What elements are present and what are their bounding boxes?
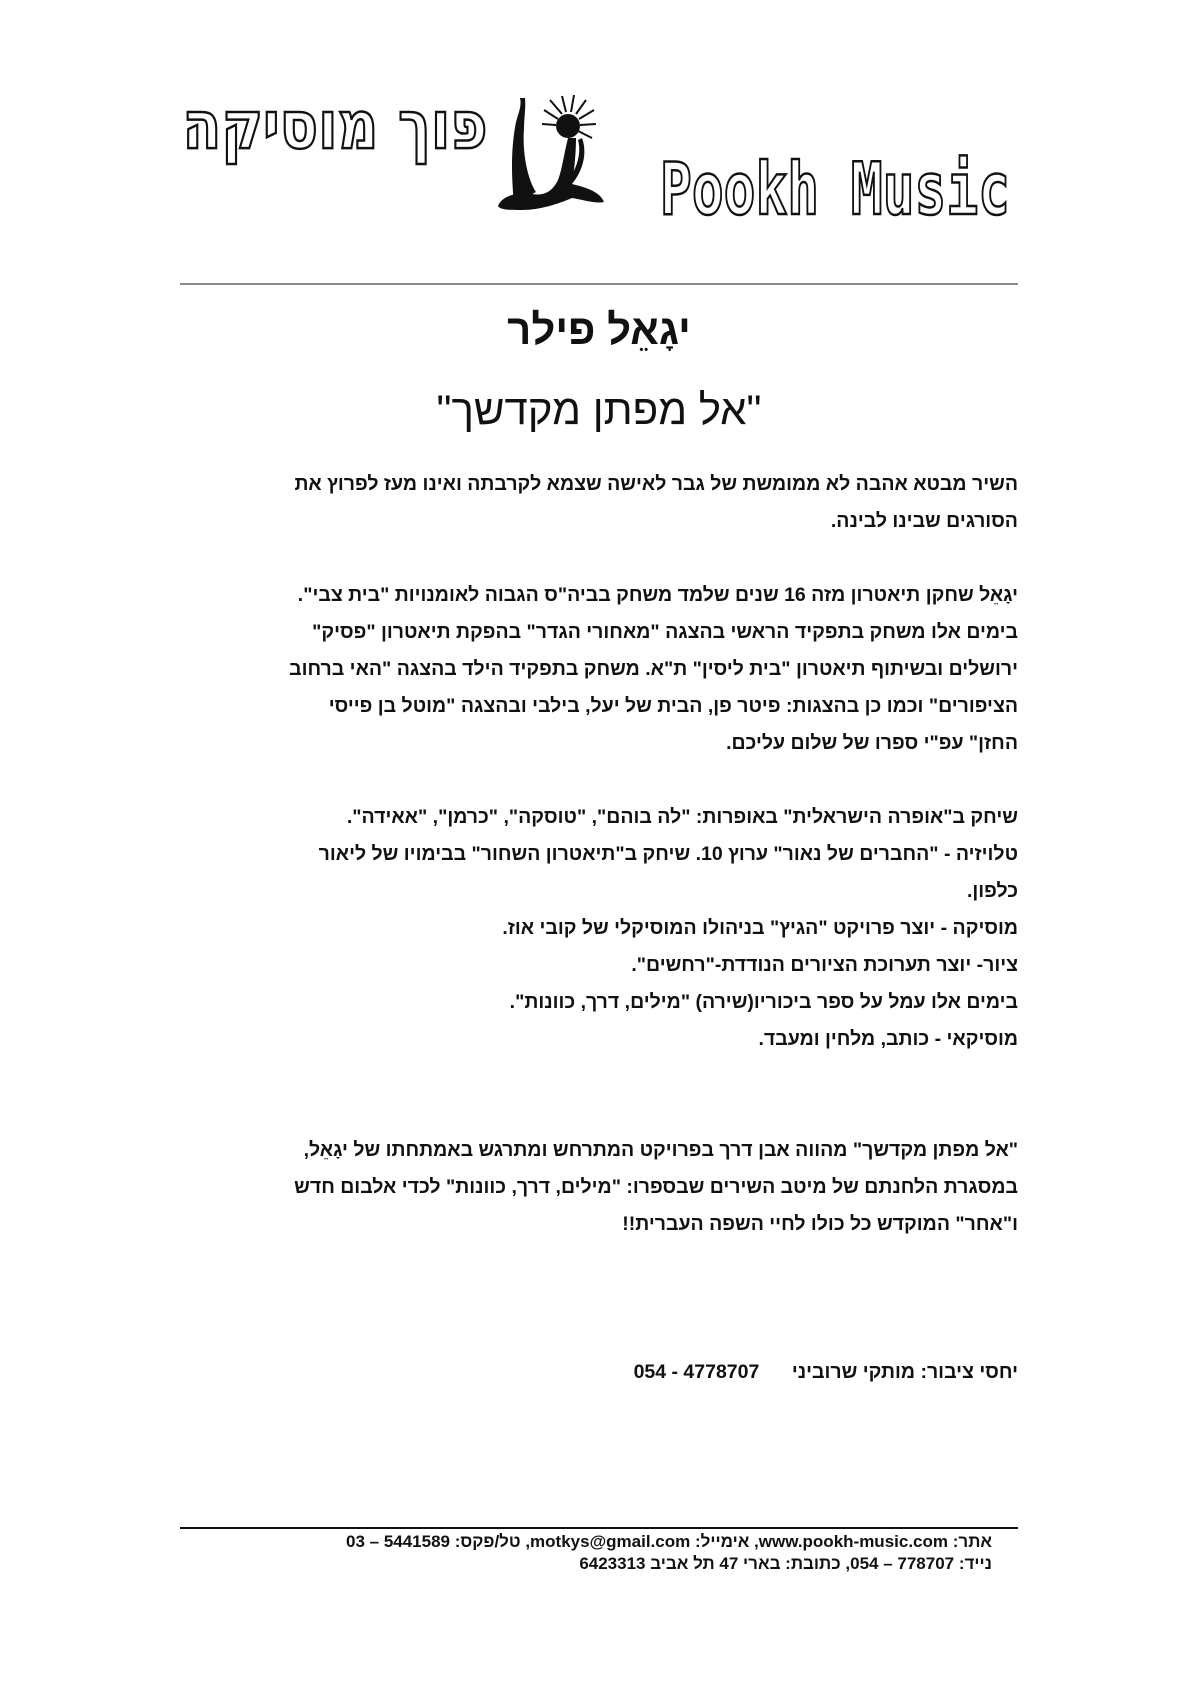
footer-line: אתר: www.pookh-music.com, אימייל: motkys@gmail.com, טל/פקס: 5441589 – 03 — [345, 1532, 992, 1551]
logo-hebrew — [178, 87, 493, 164]
text-line: החזן" עפ"י ספרו של שלום עליכם. — [726, 732, 1018, 754]
footer — [180, 1531, 992, 1575]
text-line: "אל מפתן מקדשך" מהווה אבן דרך בפרויקט המתרחש ומתרגש באמתחתו של יגָאֵל, — [303, 1139, 1018, 1161]
pr-contact — [182, 1354, 1018, 1391]
text-line: מוסיקה - יוצר פרויקט "הגיץ" בניהולו המוסיקלי של קובי אוז. — [502, 917, 1018, 939]
text-line: השיר מבטא אהבה לא ממומשת של גבר לאישה שצמא לקרבתה ואינו מעז לפרוץ את — [294, 473, 1018, 495]
text-line: ירושלים ובשיתוף תיאטרון "בית ליסין" ת"א. משחק בתפקיד הילד בהצגה "האי ברחוב — [289, 658, 1018, 680]
header-divider — [180, 283, 1018, 285]
text-line: ו"אחר" המוקדש כל כולו לחיי השפה העברית!! — [622, 1213, 1018, 1235]
logo-hebrew-text: פוך מוסיקה — [182, 87, 488, 164]
pr-contact-phone: 054 - 4778707 — [633, 1361, 760, 1383]
text-line: במסגרת הלחנתם של מיטב השירים שבספרו: "מילים, דרך, כוונות" לכדי אלבום חדש — [294, 1176, 1018, 1198]
text-line: הציפורים" וכמו כן בהצגות: פיטר פן, הבית של יעל, בילבי ובהצגה "מוטל בן פייסי — [328, 695, 1018, 717]
text-line: בימים אלו משחק בתפקיד הראשי בהצגה "מאחורי הגדר" בהפקת תיאטרון "פסיק" — [312, 621, 1018, 643]
text-line: בימים אלו עמל על ספר ביכוריו(שירה) "מילים, דרך, כוונות". — [509, 991, 1018, 1013]
reclining-woman-silhouette-icon — [492, 92, 617, 215]
text-line: כלפון. — [966, 880, 1018, 902]
article-body — [182, 466, 1018, 1391]
page-title: יגָאֵל פילר — [507, 306, 691, 353]
text-line: ציור- יוצר תערוכת הציורים הנודדת-"רחשים". — [631, 954, 1018, 976]
text-line: טלויזיה - "החברים של נאור" ערוץ 10. שיחק ב"תיאטרון השחור" בבימויו של ליאור — [318, 843, 1018, 865]
paragraph — [182, 466, 1018, 540]
footer-line: נייד: 778707 – 054, כתובת: בארי 47 תל אביב 6423313 — [579, 1554, 992, 1573]
paragraph — [182, 799, 1018, 1058]
footer-divider — [180, 1527, 1018, 1529]
paragraph — [182, 577, 1018, 762]
text-line: מוסיקאי - כותב, מלחין ומעבד. — [758, 1028, 1018, 1050]
pr-contact-label: יחסי ציבור: מותקי שרוביני — [791, 1361, 1018, 1383]
text-line: יגָאֵל שחקן תיאטרון מזה 16 שנים שלמד משחק בביה"ס הגבוה לאומנויות "בית צבי". — [297, 584, 1018, 606]
logo-english-text: Pookh Music — [660, 147, 1010, 231]
paragraph — [182, 1132, 1018, 1243]
logo-english — [655, 147, 1015, 231]
page-subtitle: "אל מפתן מקדשך" — [436, 386, 762, 433]
text-line: שיחק ב"אופרה הישראלית" באופרות: "לה בוהם", "טוסקה", "כרמן", "אאידה". — [346, 806, 1018, 828]
text-line: הסורגים שבינו לבינה. — [830, 510, 1018, 532]
